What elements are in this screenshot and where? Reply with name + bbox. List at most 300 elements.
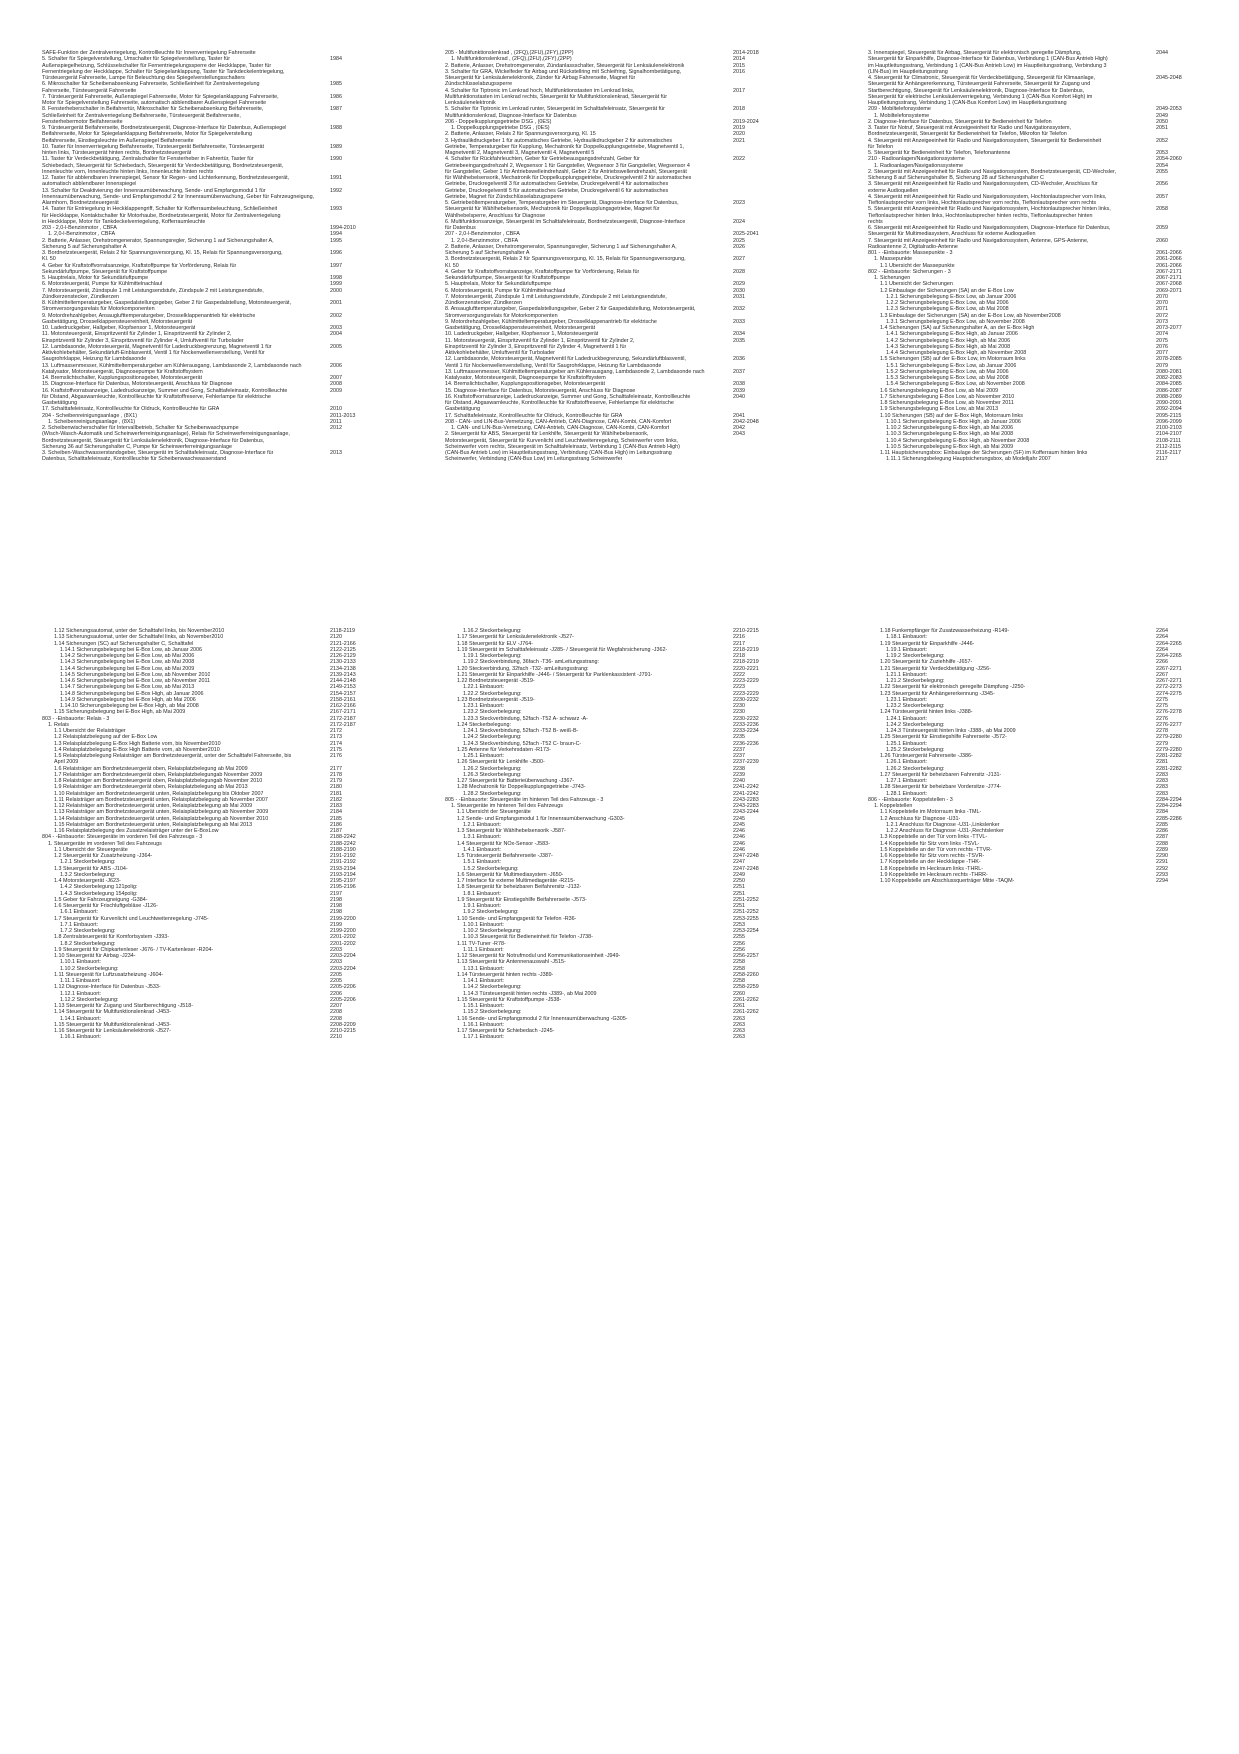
- toc-entry-page: 2264: [1156, 646, 1168, 653]
- toc-entry-title: Kl. 50: [42, 256, 56, 263]
- toc-entry-title: 5. Schalter für Tiptronic im Lenkrad runter, Steuergerät im Schalttafeleinsatz, Steuergerät für: [445, 106, 665, 113]
- toc-entry-title: 1.23.1 Einbauort:: [463, 703, 505, 709]
- toc-entry-title: 10. Ladedruckgeber, Hallgeber, Klopfsensor 1, Motorsteuergerät: [445, 331, 599, 338]
- toc-entry-page: 2258: [733, 978, 745, 984]
- toc-entry-title: Steuergerät für Wählhebelsensorik, Mechatronik für Doppelkupplungsgetriebe, Magnet für: [445, 206, 660, 213]
- toc-entry-title: 1. Massepunkte: [874, 256, 913, 263]
- toc-entry-title: 10. Taster für Innenverriegelung Beifahrerseite, Türsteuergerät Beifahrerseite, Türsteuergerät: [42, 143, 265, 150]
- toc-entry-title: Lenksäulenelektronik: [445, 100, 496, 106]
- toc-entry-title: 1.15 Relaisträger am Bordnetzsteuergerät unten, Relaisplatzbelegung ab Mai 2013: [54, 821, 253, 828]
- toc-entry-page: 1994: [330, 231, 342, 238]
- toc-entry-page: 2013: [330, 450, 342, 456]
- toc-entry-title: 1.3 Steuergerät für ABS -J104-: [54, 865, 128, 872]
- toc-entry-title: 4. Steuergerät mit Anzeigeeinheit für Radio und Navigationssystem, Steuergerät für Bedieneinheit: [868, 137, 1102, 144]
- toc-entry-title: Getriebe, Druckregelventil 5 für automatisches Getriebe, Druckregelventil 6 für automatisches: [445, 187, 669, 194]
- toc-entry-page: 2023: [733, 200, 745, 206]
- toc-entry-title: 1.22.1 Einbauort:: [463, 684, 505, 691]
- toc-entry-title: 1.9 Steuergerät für Chipkartenleser -J676- / TV-Kartenleser -R204-: [54, 946, 214, 953]
- toc-entry-title: 15. Diagnose-Interface für Datenbus, Motorsteuergerät, Anschluss für Diagnose: [42, 381, 233, 388]
- toc-entry-title: 1.8 Koppelstelle im Heckraum links -THRL-: [880, 865, 984, 872]
- toc-column-top-left: [42, 50, 372, 463]
- toc-entry-title: Multifunktionslenkrad, Diagnose-Interface für Datenbus: [445, 112, 577, 119]
- toc-entry-title: 1.20 Steuergerät für Zuziehhilfe -J657-: [880, 659, 973, 666]
- toc-entry-title: 1.16.2 Steckerbelegung:: [463, 628, 522, 634]
- toc-entry-page: 2027: [733, 256, 745, 263]
- toc-entry-page: 2253: [733, 921, 745, 928]
- toc-entry-title: Datenbus, Schalttafeleinsatz, Kontrollleuchte für Scheibenwaschwasserstand: [42, 456, 227, 463]
- toc-entry-title: 1.9 Relaisträger am Bordnetzsteuergerät oben, Relaisplatzbelegung ab Mai 2013: [54, 784, 248, 791]
- toc-entry-title: 1.2 Einbaulage der Sicherungen (SA) an der E-Box Low: [880, 287, 1014, 294]
- toc-entry-page: 2174: [330, 740, 342, 747]
- toc-entry-page: 2134-2138: [330, 665, 356, 672]
- toc-entry-title: (LIN-Bus) im Hauptleitungsstrang: [868, 68, 948, 75]
- toc-entry-page: 2095-2115: [1156, 412, 1182, 419]
- toc-entry-title: rechts: [868, 218, 883, 225]
- toc-entry-title: April 2009: [54, 759, 79, 766]
- toc-entry-page: 2292: [1156, 865, 1168, 872]
- toc-entry-title: 12. Lambdasonde, Motorsteuergerät, Magnetventil für Ladedruckbegrenzung, Magnetventil 1 für: [42, 343, 272, 350]
- toc-entry-page: 2197: [330, 890, 342, 897]
- toc-entry-page: 2210-2215: [733, 628, 759, 634]
- toc-entry-title: 1. 2,0-l-Benzinmotor , CBFA: [48, 231, 116, 238]
- toc-entry-title: 1.7 Koppelstelle an der Heckklappe -THK-: [880, 859, 981, 866]
- toc-entry-title: 1.12 Steuergerät für Notrufmodul und Kommunikationseinheit -J949-: [457, 953, 621, 959]
- toc-entry-page: 2285: [1156, 821, 1168, 828]
- toc-entry-page: 2241-2242: [733, 790, 759, 797]
- toc-entry-page: 2236-2236: [733, 740, 759, 747]
- toc-entry-title: 1.26.2 Steckerbelegung:: [886, 765, 945, 772]
- toc-entry-page: 2256: [733, 940, 745, 947]
- toc-column-bottom-left: [42, 628, 372, 1041]
- toc-entry-page: 2172-2187: [330, 715, 356, 722]
- toc-entry-page: 2251: [733, 884, 745, 891]
- toc-entry-page: 2019-2024: [733, 118, 759, 125]
- toc-entry-page: 2290: [1156, 853, 1168, 859]
- toc-entry-title: 1.1 Übersicht der Steuergeräte: [457, 809, 531, 816]
- toc-entry-title: 1.18 Steuergerät für ELV -J764-: [457, 640, 534, 647]
- toc-entry-page: 2038: [733, 381, 745, 388]
- toc-entry-page: 2237-2239: [733, 759, 759, 766]
- toc-entry-page: 2251-2252: [733, 909, 759, 916]
- toc-entry-page: 1996: [330, 250, 342, 256]
- toc-entry-title: 1.5.3 Sicherungsbelegung E-Box Low, ab Mai 2008: [886, 375, 1009, 381]
- toc-entry-title: 1.26 Türsteuergerät Fahrerseite -J386-: [880, 753, 973, 759]
- toc-entry-page: 2208: [330, 1009, 342, 1016]
- toc-entry-page: 2253-2254: [733, 928, 759, 934]
- toc-entry-title: Motor für Spiegelverstellung Fahrerseite, automatisch abblendbarer Außenspiegel Fahrerseite: [42, 100, 267, 106]
- toc-entry-page: 2284-2294: [1156, 796, 1182, 803]
- toc-entry-page: 2258-2259: [733, 984, 759, 991]
- toc-entry-title: Aktivkohlebehälter, Umluftventil für Turbolader: [445, 350, 555, 356]
- toc-entry-title: 9. Motordrehzahlgeber, Ansauglufttemperaturgeber, Drosselklappenantrieb für elektrische: [42, 312, 256, 319]
- toc-entry-title: 1.18 Funkempfänger für Zusatzwasserheizung -R149-: [880, 628, 1010, 634]
- toc-entry-title: Steuergerät für Lenksäulenelektronik, Zünder für Airbag Fahrerseite, Magnet für: [445, 75, 636, 81]
- toc-entry-title: 3. Innenspiegel, Steuergerät für Airbag, Steuergerät für elektronisch geregelte Dämpfung,: [868, 50, 1082, 56]
- toc-entry-page: 2256: [733, 946, 745, 953]
- toc-entry-page: 2080-2081: [1156, 368, 1182, 375]
- toc-entry-title: 1.24.3 Steckverbindung, 52fach -T52 C- braun-C-: [463, 740, 582, 747]
- toc-entry-title: Zündkerzenstecker, Zündkerzen: [42, 293, 120, 300]
- toc-entry-page: 2266: [1156, 659, 1168, 666]
- toc-entry-title: Zündkerzenstecker, Zündkerzen: [445, 300, 523, 306]
- toc-entry: [868, 456, 1198, 462]
- toc-entry-title: 1. Sicherungen: [874, 275, 911, 281]
- toc-entry-page: 2199-2200: [330, 928, 356, 934]
- toc-entry-page: 2045-2048: [1156, 75, 1182, 81]
- toc-entry-title: 5. Getriebeöltemperaturgeber, Temperaturgeber im Steuergerät, Diagnose-Interface für Datenbus,: [445, 200, 679, 206]
- toc-entry-page: 2130-2133: [330, 659, 356, 666]
- toc-entry-title: 1.3 Koppelstelle an der Tür vorn links -TTVL-: [880, 834, 988, 841]
- toc-entry-page: 2010: [330, 406, 342, 413]
- toc-entry-title: (Wisch-Wasch-Automatik und Scheinwerferreinigungsanlage), Relais für Scheinwerferreinigungsanlage,: [42, 431, 290, 438]
- toc-entry-page: 2003: [330, 325, 342, 331]
- toc-entry-title: 3. Steuergerät mit Anzeigeeinheit für Radio und Navigationssystem, CD-Wechsler, Anschluss für: [868, 181, 1098, 188]
- toc-entry-title: 1.19 Steuergerät für Einparkhilfe -J446-: [880, 640, 975, 647]
- toc-entry-title: 2. Batterie, Anlasser, Relais 2 für Spannungsversorgung, Kl. 15: [445, 131, 596, 138]
- toc-entry-title: 1.16 Relaisplatzbelegung des Zusatzrelaisträger unter der E-BoxLow: [54, 828, 219, 834]
- toc-entry-title: 1.4 Sicherungen (SA) auf Sicherungshalter A, an der E-Box High: [880, 325, 1035, 331]
- toc-entry-page: 2126-2129: [330, 653, 356, 659]
- toc-entry-title: 1.14 Relaisträger am Bordnetzsteuergerät unten, Relaisplatzbelegung ab November 2010: [54, 815, 269, 822]
- toc-entry-page: 2100-2103: [1156, 425, 1182, 431]
- toc-entry-title: 1.22 Bordnetzsteuergerät -J519-: [457, 678, 535, 684]
- toc-entry-title: 1.6 Steuergerät für Multimediasystem -J650-: [457, 871, 564, 878]
- toc-entry-title: 1.9.2 Steckerbelegung:: [463, 909, 519, 916]
- toc-entry-page: 2026: [733, 243, 745, 250]
- toc-entry-page: 2281: [1156, 759, 1168, 766]
- toc-entry-title: 1.7.1 Einbauort:: [60, 921, 99, 928]
- toc-entry-page: 2253-2255: [733, 915, 759, 922]
- toc-column-bottom-middle: [445, 628, 775, 1041]
- toc-entry-title: 1.6 Steuergerät für Frischluftgebläse -J126-: [54, 903, 158, 909]
- toc-entry-title: im Hauptleitungsstrang, Verbindung 1 (CAN-Bus Antrieb Low) im Hauptleitungsstrang, Verbindung 3: [868, 62, 1107, 69]
- toc-entry-title: 1.24 Türsteuergerät hinten links -J388-: [880, 709, 973, 716]
- toc-entry-title: 1.2.1 Sicherungsbelegung E-Box Low, ab Januar 2006: [886, 293, 1017, 300]
- toc-entry-page: 2044: [1156, 50, 1168, 56]
- toc-entry-page: 2070: [1156, 293, 1168, 300]
- toc-entry-title: 1.24.2 Steckerbelegung:: [463, 734, 522, 741]
- toc-entry-page: 2036: [733, 356, 745, 363]
- toc-entry-title: 1.10.2 Sicherungsbelegung E-Box High, ab Mai 2006: [886, 425, 1014, 431]
- toc-entry-title: 1.20 Steckverbindung, 32fach -T32- amLeitungsstrang:: [457, 665, 589, 672]
- toc-entry-page: 2188-2242: [330, 840, 356, 847]
- toc-entry-page: 2031: [733, 293, 745, 300]
- toc-entry-page: 2207: [330, 1003, 342, 1009]
- toc-entry-title: 1.14.6 Sicherungsbelegung bei E-Box Low, ab November 2011: [60, 678, 211, 684]
- toc-entry-title: externe Audioquellen: [868, 187, 919, 194]
- toc-entry-title: 4. Steuergerät mit Anzeigeeinheit für Radio und Navigationssystem, Hochtonlautsprecher vorn links,: [868, 193, 1107, 200]
- toc-entry-title: 16. Kraftstoffvorratsanzeige, Ladedruckanzeige, Summer und Gong, Schalttafeleinsatz, Kontrollleuchte: [445, 393, 691, 400]
- toc-entry-title: 1.13 Relaisträger am Bordnetzsteuergerät unten, Relaisplatzbelegung ab November 2009: [54, 809, 269, 816]
- toc-entry-title: 1.14.2 Sicherungsbelegung bei E-Box Low, ab Mai 2006: [60, 653, 195, 659]
- toc-entry-title: Motorsteuergerät, Steuergerät für Kurvenlicht und Leuchtweitenregelung, Scheinwerfer vorn links,: [445, 437, 679, 444]
- toc-entry-title: Außenspiegelheizung, Schlüsselschalter für Fernentriegelungssperre der Heckklappe, Taster für: [42, 62, 272, 69]
- toc-entry-page: 2061-2066: [1156, 262, 1182, 269]
- toc-entry-title: 1.21.1 Einbauort:: [886, 671, 928, 678]
- toc-entry-page: 2246: [733, 828, 745, 834]
- toc-entry-page: 2251-2252: [733, 896, 759, 903]
- toc-entry-page: 2256-2257: [733, 953, 759, 959]
- toc-entry-page: 1992: [330, 187, 342, 194]
- toc-entry-page: 1984: [330, 56, 342, 63]
- toc-entry-title: 209 - Mobiltelefonsysteme: [868, 106, 931, 113]
- toc-entry-title: 1.24.1 Steckverbindung, 52fach -T52 B- weiß-B-: [463, 728, 579, 734]
- toc-entry-title: 1.2.2 Anschluss für Diagnose -U31-,Rechtslenker: [886, 828, 1004, 834]
- toc-entry-page: 2086-2087: [1156, 387, 1182, 394]
- toc-entry-title: Sicherung 8 auf Sicherungshalter B, Sicherung 28 auf Sicherungshalter C: [868, 175, 1044, 181]
- toc-entry-title: 1.9 Sicherungsbelegung E-Box Low, ab Mai 2013: [880, 406, 999, 413]
- toc-entry-page: 2287: [1156, 834, 1168, 841]
- toc-entry-page: 2251: [733, 903, 745, 909]
- toc-entry-page: 2177: [330, 765, 342, 772]
- toc-entry-title: 4. Schalter für Tiptronic im Lenkrad hoch, Multifunktionstasten im Lenkrad links,: [445, 87, 635, 94]
- toc-entry-title: 804 - -Einbauorte: Steuergeräte im vorderen Teil des Fahrzeugs - 3: [42, 834, 203, 841]
- toc-entry-title: 1.13 Steuergerät für Zugang und Startberechtigung -J518-: [54, 1003, 194, 1009]
- toc-entry-title: Multifunktionstasten im Lenkrad rechts, Steuergerät für Multifunktionslenkrad, Steuergerät für: [445, 93, 668, 100]
- toc-entry-title: Sicherung 36 auf Sicherungshalter C, Pumpe für Scheinwerferreinigungsanlage: [42, 443, 232, 450]
- toc-entry-page: 2243-2244: [733, 809, 759, 816]
- toc-entry-title: 1.24.1 Einbauort:: [886, 715, 928, 722]
- toc-entry-page: 2279: [1156, 740, 1168, 747]
- toc-entry-page: 2050: [1156, 118, 1168, 125]
- toc-entry-page: 2041: [733, 412, 745, 419]
- toc-entry-title: Alarmhorn, Bordnetzsteuergerät: [42, 200, 119, 206]
- toc-entry-page: 2005: [330, 343, 342, 350]
- toc-entry-page: 2208: [330, 1015, 342, 1022]
- toc-entry-title: Steuergerät für Multimediasystem, Anschluss für externe Audioquellen: [868, 231, 1036, 238]
- toc-entry-page: 2016: [733, 68, 745, 75]
- toc-entry-title: 1.1 Übersicht der Steuergeräte: [54, 846, 128, 853]
- toc-entry-title: 2. Steuergerät für ABS, Steuergerät für Lenkhilfe, Steuergerät für Wählhebelsensorik,: [445, 431, 649, 438]
- toc-entry-title: 1.22.2 Steckerbelegung:: [463, 690, 522, 697]
- toc-entry-title: Bordnetzsteuergerät, Steuergerät für Bedieneinheit für Telefon, Mikrofon für Telefon: [868, 131, 1067, 138]
- toc-entry-page: 2042: [733, 425, 745, 431]
- toc-entry-page: 2162-2166: [330, 703, 356, 709]
- toc-entry-page: 2275: [1156, 703, 1168, 709]
- toc-entry-title: 1.21.2 Steckerbelegung:: [886, 678, 945, 684]
- toc-entry-title: 1.6.1 Einbauort:: [60, 909, 99, 916]
- toc-entry-page: 2051: [1156, 125, 1168, 131]
- toc-entry-title: Getriebe, Temperaturgeber für Kupplung, Mechatronik für Doppelkupplungsgetriebe, Magnetventil 1,: [445, 143, 685, 150]
- toc-entry-title: 13. Luftmassenmesser, Kühlmitteltemperaturgeber am Kühlerausgang, Lambdasonde 2, Lambdasonde nach: [42, 362, 302, 369]
- toc-entry-title: 1.10 Relaisträger am Bordnetzsteuergerät unten, Relaisplatzbelegung bis Oktober 2007: [54, 790, 264, 797]
- toc-entry-title: 1.2.1 Steckerbelegung:: [60, 859, 116, 866]
- toc-entry-page: 2067-2171: [1156, 268, 1182, 275]
- toc-entry-page: 2000: [330, 287, 342, 294]
- toc-entry-title: für Datenbus: [445, 225, 476, 231]
- toc-entry-page: 2246: [733, 846, 745, 853]
- toc-entry-page: 2230: [733, 709, 745, 716]
- toc-entry-page: 2195-2197: [330, 878, 356, 884]
- toc-entry-page: 1988: [330, 125, 342, 131]
- toc-entry: [42, 456, 372, 462]
- toc-entry-page: 1986: [330, 93, 342, 100]
- toc-entry-page: 2049: [1156, 112, 1168, 119]
- toc-entry-title: 1. Multifunktionslenkrad , (2FQ),(2FU),(2FY),(2PP): [451, 56, 572, 63]
- toc-entry-title: 1. Steuergeräte im vorderen Teil des Fahrzeugs: [48, 840, 162, 847]
- toc-entry-page: 2276-2278: [1156, 709, 1182, 716]
- toc-entry-title: 1.5 Sicherungen (SB) auf der E-Box Low, im Motorraum links: [880, 356, 1026, 363]
- toc-entry-page: 2176: [330, 753, 342, 759]
- toc-entry-page: 2230-2232: [733, 696, 759, 703]
- toc-entry-title: 1.19.1 Steckerbelegung:: [463, 653, 522, 659]
- toc-entry-page: 2035: [733, 337, 745, 344]
- toc-entry-page: 2233-2236: [733, 721, 759, 728]
- toc-entry-title: 4. Geber für Kraftstoffvorratsanzeige, Kraftstoffpumpe für Vorförderung, Relais für: [42, 262, 237, 269]
- toc-entry-title: 1.11.1 Sicherungsbelegung Hauptsicherungsbox, ab Modelljahr 2007: [886, 456, 1051, 463]
- toc-entry-title: 9. Motordrehzahlgeber, Kühlmitteltemperaturgeber, Drosselklappenantrieb für elektrische: [445, 318, 657, 325]
- toc-entry-title: 8. Kühlmitteltemperaturgeber, Gaspedalstellungsgeber, Geber 2 für Gaspedalstellung, Motorsteuergerät,: [42, 300, 292, 306]
- toc-entry-page: 2007: [330, 375, 342, 381]
- toc-entry-page: 2187: [330, 828, 342, 834]
- toc-entry-title: 14. Bremslichtschalter, Kupplungspositionsgeber, Motorsteuergerät: [42, 375, 203, 381]
- toc-entry-page: 2284-2294: [1156, 803, 1182, 809]
- toc-entry-title: 1.15 Sicherungsbelegung bei E-Box High, ab Mai 2009: [54, 709, 186, 716]
- toc-entry-page: 2283: [1156, 784, 1168, 791]
- toc-entry-page: 2055: [1156, 168, 1168, 175]
- toc-entry-title: 1.15 Steuergerät für Kraftstoffpumpe -J538-: [457, 996, 562, 1003]
- toc-entry-page: 2056: [1156, 181, 1168, 188]
- toc-entry-title: 6. Multifunktionsanzeige, Steuergerät im Schalttafeleinsatz, Bordnetzsteuergerät, Diagnose-Interface: [445, 218, 686, 225]
- toc-entry-title: 1.3.1 Sicherungsbelegung E-Box Low, ab November 2008: [886, 318, 1025, 325]
- toc-entry-page: 2173: [330, 734, 342, 741]
- toc-entry-title: Saugrohrklappe, Heizung für Lambdasonde: [42, 356, 147, 363]
- toc-entry-page: 2022: [733, 156, 745, 163]
- toc-entry-page: 2019: [733, 125, 745, 131]
- toc-entry-title: 1. Relais: [48, 721, 69, 728]
- toc-entry-page: 1999: [330, 281, 342, 288]
- toc-entry-title: 1.9 Koppelstelle im Heckraum rechts -THRR-: [880, 871, 988, 878]
- toc-entry-title: Einspritzventil für Zylinder 3, Einspritzventil für Zylinder 4, Magnetventil 1 für: [445, 343, 627, 350]
- toc-entry-page: 2264: [1156, 628, 1168, 634]
- toc-entry-page: 2263: [733, 1021, 745, 1028]
- toc-entry-page: 2239: [733, 771, 745, 778]
- toc-entry-page: 2264-2265: [1156, 640, 1182, 647]
- toc-entry-page: 2210-2215: [330, 1028, 356, 1034]
- toc-entry-title: 1.4 Steuergerät für NOx-Sensor -J583-: [457, 840, 550, 847]
- toc-entry: [445, 1034, 775, 1040]
- toc-entry-page: 2116-2117: [1156, 450, 1181, 456]
- toc-entry-title: 14. Bremslichtschalter, Kupplungspositionsgeber, Motorsteuergerät: [445, 381, 606, 388]
- toc-entry-title: 16. Kraftstoffvorratsanzeige, Ladedruckanzeige, Summer und Gong, Schalttafeleinsatz, Kontrollleuchte: [42, 387, 288, 394]
- toc-entry-page: 2218-2219: [733, 659, 759, 666]
- toc-entry-title: 1.23 Steuergerät für Anhängererkennung -J345-: [880, 690, 995, 697]
- toc-entry-page: 2258: [733, 965, 745, 972]
- toc-entry-page: 2276: [1156, 715, 1168, 722]
- toc-entry-title: 1.9 Steuergerät für Einstiegshilfe Beifahrerseite -J573-: [457, 896, 587, 903]
- toc-entry-title: 1.3 Steuergerät für Wählhebelsensorik -J587-: [457, 828, 566, 834]
- toc-entry-page: 2073-2077: [1156, 325, 1182, 331]
- toc-entry-title: 1.2 Steuergerät für Zusatzheizung -J364-: [54, 853, 153, 859]
- toc-entry-page: 2025-2041: [733, 231, 759, 238]
- toc-entry-title: 802 - -Einbauorte: Sicherungen - 3: [868, 268, 951, 275]
- toc-entry-title: 1.14.8 Sicherungsbelegung bei E-Box High, ab Januar 2006: [60, 690, 204, 697]
- toc-entry-page: 2025: [733, 237, 745, 244]
- toc-entry-title: 1.6 Relaisträger am Bordnetzsteuergerät oben, Relaisplatzbelegung ab Mai 2009: [54, 765, 248, 772]
- toc-entry-page: 2012: [330, 425, 342, 431]
- toc-entry-page: 2279-2280: [1156, 734, 1182, 741]
- toc-entry-title: Sicherung 5 auf Sicherungshalter A: [445, 250, 530, 256]
- toc-entry-title: 1.14.4 Sicherungsbelegung bei E-Box Low, ab Mai 2009: [60, 665, 195, 672]
- toc-entry-page: 2246: [733, 840, 745, 847]
- toc-entry-title: Scheinwerfer vorn rechts, Steuergerät im Schalttafeleinsatz, Verbindung 1 (CAN-Bus Antrieb High): [445, 443, 680, 450]
- toc-entry-page: 2288: [1156, 840, 1168, 847]
- toc-entry-title: Startberechtigung, Steuergerät für Lenksäulenelektronik, Diagnose-Interface für Datenbus,: [868, 87, 1085, 94]
- toc-entry-page: 2275: [1156, 696, 1168, 703]
- toc-entry-title: 805 - -Einbauorte: Steuergeräte im hinteren Teil des Fahrzeugs - 3: [445, 796, 604, 803]
- toc-entry-title: 1.27 Steuergerät für beheizbaren Fahrersitz -J131-: [880, 771, 1002, 778]
- toc-entry-page: 2220-2221: [733, 665, 759, 672]
- toc-entry-title: 1.12.2 Steckerbelegung:: [60, 996, 119, 1003]
- toc-entry-title: 1.14.9 Sicherungsbelegung bei E-Box High, ab Mai 2006: [60, 696, 196, 703]
- toc-entry-title: automatisch abblendbarer Innenspiegel: [42, 181, 137, 188]
- toc-entry-title: 1.11 TV-Tuner -R78-: [457, 940, 506, 947]
- toc-entry-page: 2258-2260: [733, 971, 759, 978]
- toc-entry-page: 2279-2280: [1156, 746, 1182, 753]
- toc-entry-page: 2246: [733, 834, 745, 841]
- toc-entry-page: 2033: [733, 318, 745, 325]
- toc-entry-page: 2245: [733, 821, 745, 828]
- toc-entry-title: 1.7 Steuergerät für Kurvenlicht und Leuchtweitenregelung -J745-: [54, 915, 209, 922]
- toc-entry-page: 2201-2202: [330, 940, 356, 947]
- toc-entry-title: 1.16.1 Einbauort:: [463, 1021, 505, 1028]
- toc-entry-title: 1.8 Steuergerät für beheizbaren Beifahrersitz -J132-: [457, 884, 582, 891]
- toc-entry-page: 2267-2271: [1156, 665, 1182, 672]
- toc-entry-title: 1.24.2 Steckerbelegung:: [886, 721, 945, 728]
- toc-entry-page: 2195-2196: [330, 884, 356, 891]
- toc-entry-title: Stromversorgungsrelais für Motorkomponenten: [42, 306, 155, 313]
- toc-entry-title: 1.4 Koppelstelle für Sitz vorn links -TSVL-: [880, 840, 980, 847]
- toc-entry-title: 1.13.1 Einbauort:: [463, 965, 505, 972]
- toc-entry-title: hinten links, Türsteuergerät hinten rechts, Bordnetzsteuergerät: [42, 150, 192, 156]
- toc-entry-page: 2028: [733, 268, 745, 275]
- toc-entry-page: 2247-2248: [733, 853, 759, 859]
- toc-entry-title: 1.1 Übersicht der Sicherungen: [880, 281, 953, 288]
- toc-entry-title: Katalysator, Motorsteuergerät, Diagnosepumpe für Kraftstoffsystem: [42, 368, 203, 375]
- toc-entry-title: Gasbetätigung, Drosselklappensteuereinheit, Motorsteuergerät: [445, 325, 596, 331]
- toc-entry-page: 2283: [1156, 778, 1168, 784]
- toc-entry-page: 2283: [1156, 790, 1168, 797]
- toc-entry-page: 2037: [733, 368, 745, 375]
- toc-entry-title: 205 - Multifunktionslenkrad , (2FQ),(2FU),(2FY),(2PP): [445, 50, 574, 56]
- toc-entry-title: 1.26.1 Einbauort:: [886, 759, 928, 766]
- toc-entry-title: 1.14.3 Türsteuergerät hinten rechts -J389-, ab Mai 2009: [463, 990, 597, 997]
- toc-entry-title: 1.10 Steuergerät für Airbag -J234-: [54, 953, 136, 959]
- toc-entry-page: 2004: [330, 331, 342, 338]
- toc-entry-title: 1.8 Zentralsteuergerät für Komfortsystem -J393-: [54, 934, 170, 941]
- toc-entry-title: 7. Motorsteuergerät, Zündspule 1 mit Leistungsendstufe, Zündspule 2 mit Leistungsendstufe,: [42, 287, 264, 294]
- toc-entry-page: 2009: [330, 387, 342, 394]
- toc-entry-title: 1.14.1 Sicherungsbelegung bei E-Box Low, ab Januar 2006: [60, 646, 203, 653]
- toc-entry-title: Sekundärluftpumpe, Steuergerät für Kraftstoffpumpe: [445, 275, 571, 281]
- toc-entry-title: 1.2 Sende- und Empfangsmodul 1 für Innenraumüberwachung -G303-: [457, 815, 625, 822]
- toc-entry-page: 1987: [330, 106, 342, 113]
- toc-entry-title: Fernentriegelung der Heckklappe, Schalter für Spiegelanklappung, Taster für Tankdeckelentriegelung,: [42, 68, 285, 75]
- toc-entry-title: Steuergerät für Anhängererkennung, Türsteuergerät Fahrerseite, Steuergerät für Zugang und: [868, 81, 1091, 88]
- toc-entry-title: 1.4 Motorsteuergerät -J623-: [54, 878, 121, 884]
- toc-entry-page: 2090-2091: [1156, 400, 1182, 406]
- toc-entry-title: 1.28 Mechatronik für Doppelkupplungsgetriebe -J743-: [457, 784, 586, 791]
- toc-entry-page: 2015: [733, 62, 745, 69]
- toc-entry-title: 1.17 Steuergerät für Schiebedach -J245-: [457, 1028, 555, 1034]
- toc-entry-page: 2289: [1156, 846, 1168, 853]
- toc-entry-page: 2243-2283: [733, 803, 759, 809]
- toc-entry-page: 2001: [330, 300, 342, 306]
- toc-entry-title: 1.12 Diagnose-Interface für Datenbus -J533-: [54, 984, 161, 991]
- toc-entry-page: 2006: [330, 362, 342, 369]
- toc-entry-page: 1994-2010: [330, 225, 356, 231]
- toc-entry-title: 203 - 2,0-l-Benzinmotor , CBFA: [42, 225, 117, 231]
